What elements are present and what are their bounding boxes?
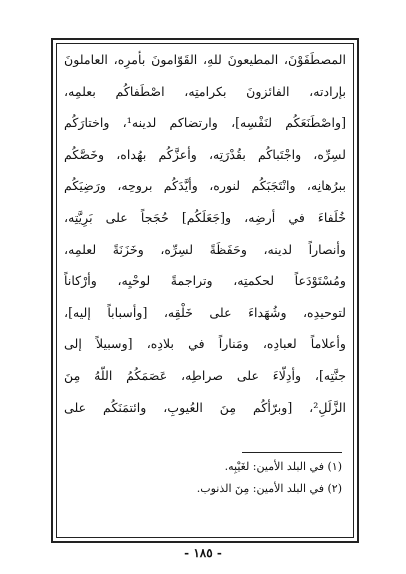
- footnote-separator: [242, 452, 342, 453]
- text-line: المصطَفَوْنَ، المطيعونَ للهِ، القَوّامونَ بأمرِه، العاملونَ: [64, 52, 346, 67]
- text-line: لسِرِّه، واجْتَباكُم بقُدْرَتِه، وأعزَّكُم بهُداه، وخَصَّكُم: [64, 146, 346, 162]
- text-line: لتوحيدِه، وشُهَداءَ على خَلْقِه، [وأسباباً إليه]،: [64, 304, 346, 320]
- footnote-2: (٢) في البلد الأمين: مِنَ الذنوب.: [196, 482, 342, 495]
- text-line: جنَّتِه]، وأدِلّاءَ على صراطِه، عَصَمَكُمُ اللّهُ مِنَ: [64, 367, 346, 383]
- text-line: خُلَفاءَ في أرضِه، و[جَعَلَكُم] حُجَجاً على بَرِيَّتِه،: [64, 209, 346, 225]
- text-line: بإرادته، الفائزونَ بكرامتِه، اصْطَفاكُم بعلمِه،: [64, 83, 346, 99]
- text-line: ببرُهانِه، وانْتَجَبَكُم لنوره، وأيَّدَكُم بروحِه، ورَضِيَكُم: [64, 178, 346, 194]
- text-line: الزَّلَلِ²، [وبرّأكُم مِنَ العُيوبِ، وائتمَنَكُم على: [64, 399, 346, 415]
- page-number: - ١٨٥ -: [184, 546, 222, 560]
- text-line: وأعلاماً لعبادِه، ومَناراً في بلادِه، [وسبيلاً إلى: [64, 336, 346, 352]
- text-line: ومُسْتَوْدَعاً لحكمتِه، وتراجمةً لوحْيِه، وأرْكاناً: [64, 273, 346, 289]
- footnote-1: (١) في البلد الأمين: لغَيْبِه.: [224, 460, 342, 473]
- text-line: وأنصاراً لدينه، وحَفَظَةً لسِرِّه، وخَزَنَةً لعلمِه،: [64, 241, 346, 257]
- footnotes: [64, 456, 342, 500]
- text-line: [واصْطَنَعَكُم لنَفْسِه]، وارتضاكم لدينه¹، واختارَكُم: [64, 115, 346, 131]
- main-text: [64, 44, 346, 423]
